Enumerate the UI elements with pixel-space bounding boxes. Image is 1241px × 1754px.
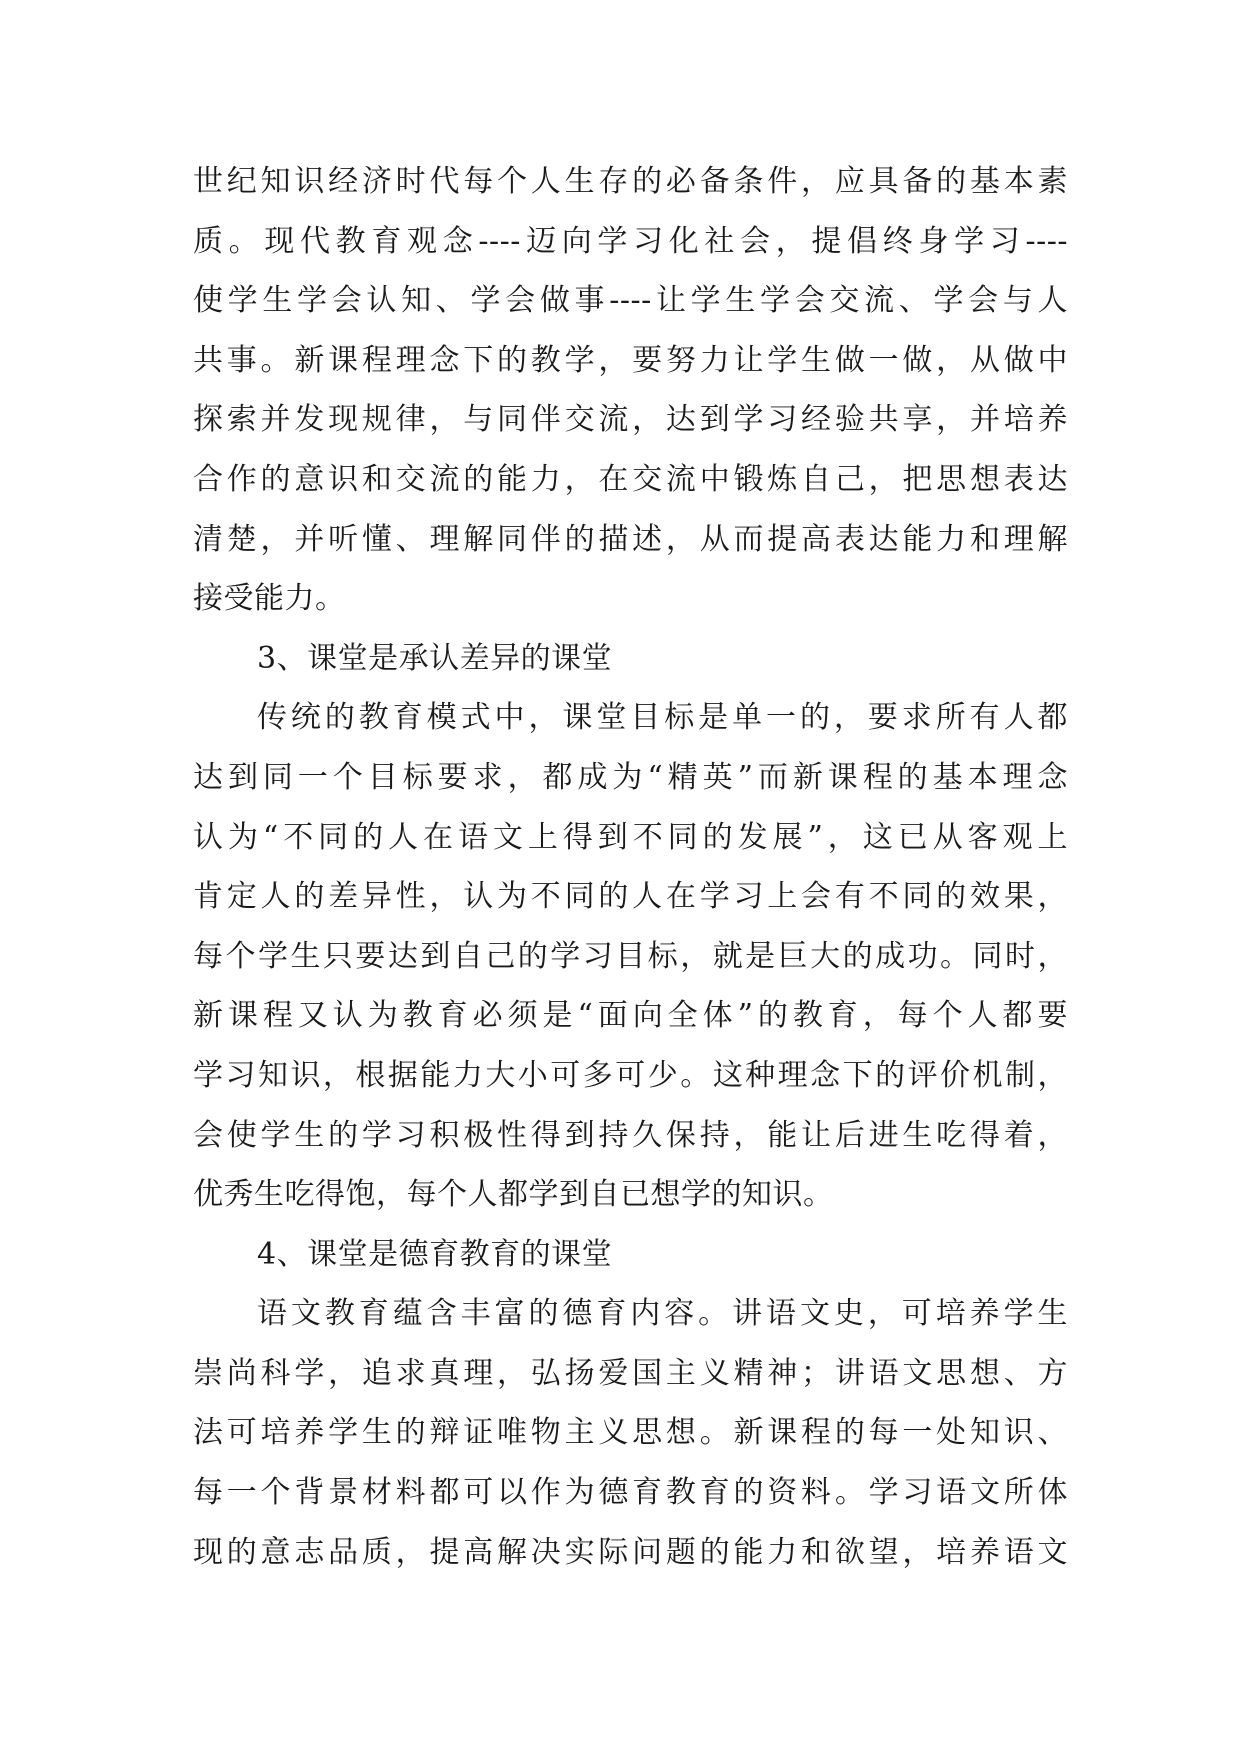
body-text-line: 会使学生的学习积极性得到持久保持，能让后进生吃得着， [193, 1117, 1068, 1153]
body-text-line: 世纪知识经济时代每个人生存的必备条件，应具备的基本素 [193, 164, 1068, 199]
body-text-line: 合作的意识和交流的能力，在交流中锻炼自己，把思想表达 [193, 461, 1068, 497]
body-text-line: 每一个背景材料都可以作为德育教育的资料。学习语文所体 [193, 1475, 1068, 1511]
body-text-line: 质。现代教育观念----迈向学习化社会，提倡终身学习---- [193, 223, 1068, 259]
body-text-line: 认为“不同的人在语文上得到不同的发展”，这已从客观上 [193, 819, 1068, 855]
body-text-line: 清楚，并听懂、理解同伴的描述，从而提高表达能力和理解 [193, 521, 1068, 557]
document-body [193, 152, 1068, 1582]
body-text-line: 学习知识，根据能力大小可多可少。这种理念下的评价机制， [193, 1057, 1068, 1093]
paragraph-first-line: 传统的教育模式中，课堂目标是单一的，要求所有人都 [257, 700, 1068, 736]
body-text-line: 优秀生吃得饱，每个人都学到自已想学的知识。 [193, 1177, 834, 1213]
section-heading-4: 4、课堂是德育教育的课堂 [257, 1236, 613, 1272]
body-text-line: 每个学生只要达到自己的学习目标，就是巨大的成功。同时， [193, 938, 1068, 974]
section-heading-3: 3、课堂是承认差异的课堂 [257, 640, 613, 676]
body-text-line: 法可培养学生的辩证唯物主义思想。新课程的每一处知识、 [193, 1415, 1068, 1451]
body-text-line: 崇尚科学，追求真理，弘扬爱国主义精神；讲语文思想、方 [193, 1355, 1068, 1391]
body-text-line: 共事。新课程理念下的教学，要努力让学生做一做，从做中 [193, 342, 1068, 378]
body-text-line: 肯定人的差异性，认为不同的人在学习上会有不同的效果， [193, 879, 1068, 915]
body-text-line: 探索并发现规律，与同伴交流，达到学习经验共享，并培养 [193, 402, 1068, 438]
body-text-line: 新课程又认为教育必须是“面向全体”的教育，每个人都要 [193, 998, 1068, 1034]
body-text-line: 使学生学会认知、学会做事----让学生学会交流、学会与人 [193, 283, 1068, 319]
body-text-line: 达到同一个目标要求，都成为“精英”而新课程的基本理念 [193, 759, 1068, 795]
body-text-line: 接受能力。 [193, 581, 346, 617]
paragraph-first-line: 语文教育蕴含丰富的德育内容。讲语文史，可培养学生 [257, 1296, 1068, 1332]
body-text-line: 现的意志品质，提高解决实际问题的能力和欲望，培养语文 [193, 1534, 1068, 1570]
